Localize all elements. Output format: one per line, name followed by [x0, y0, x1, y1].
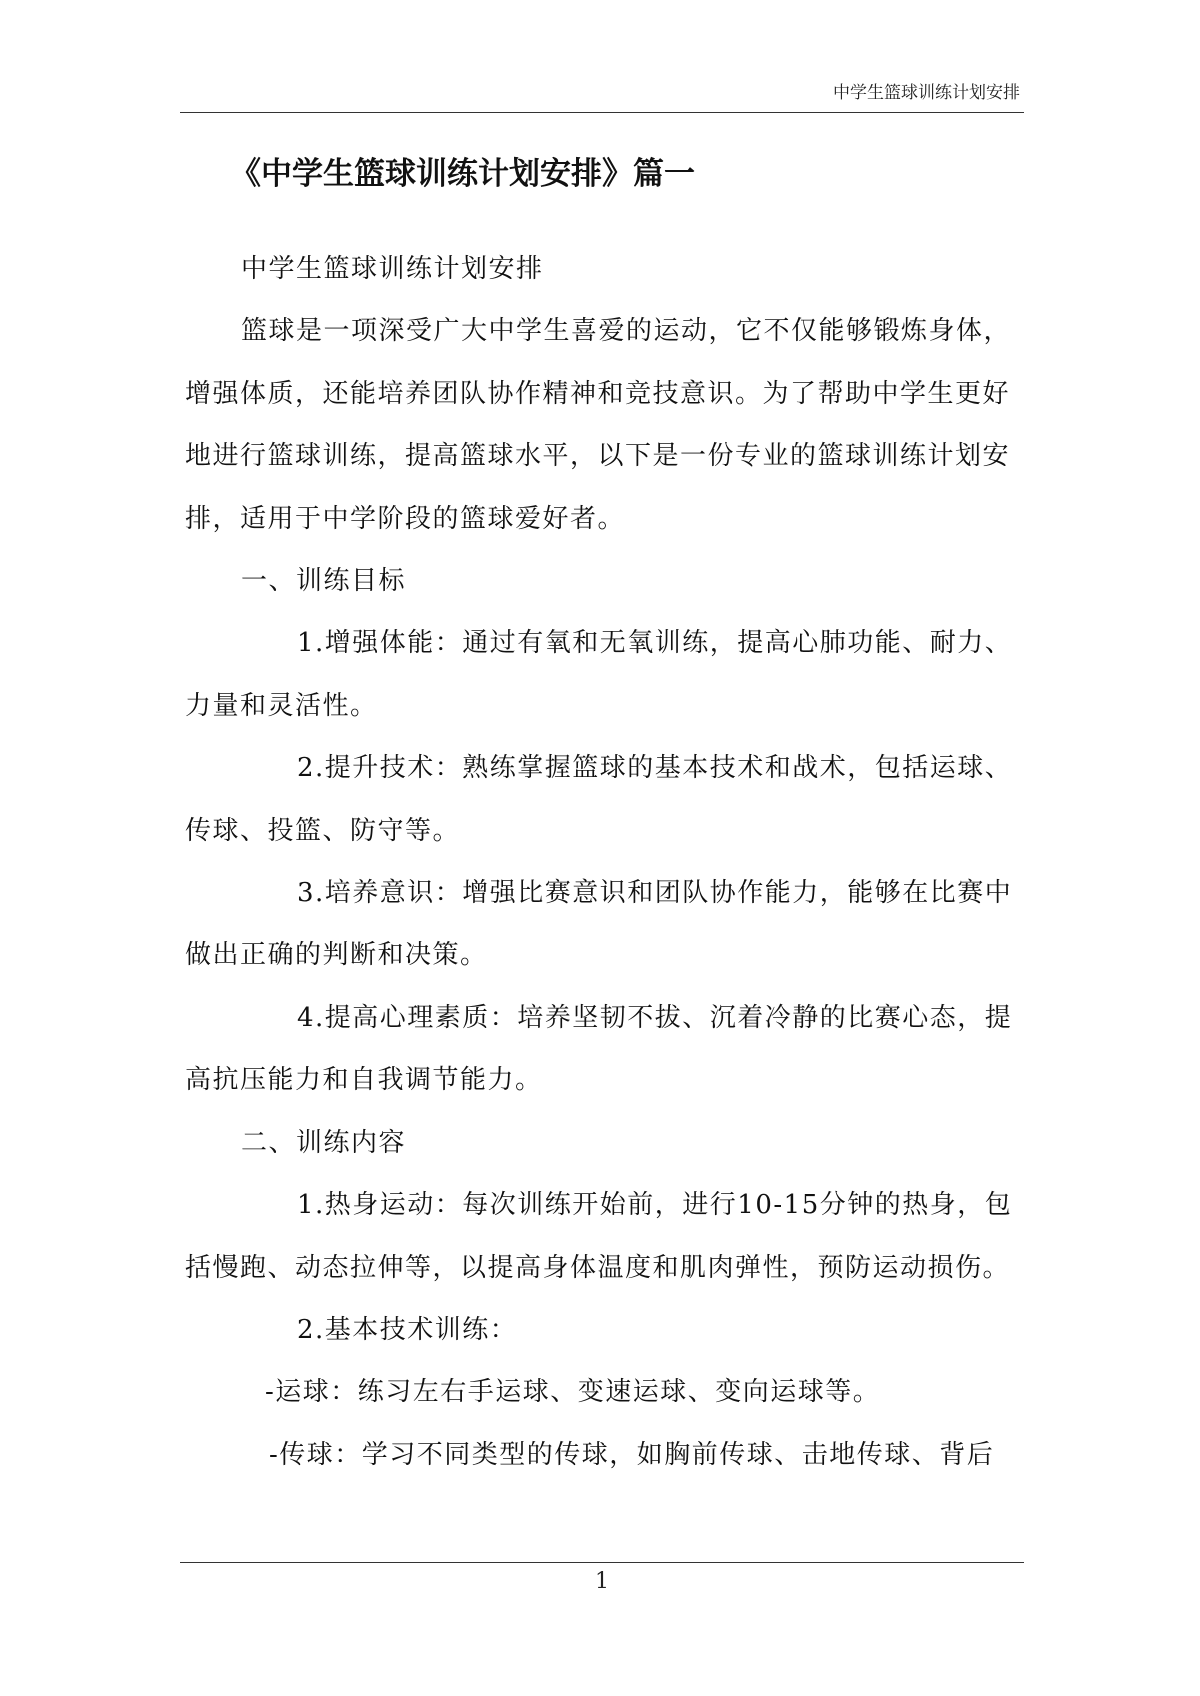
- running-header-title: 中学生篮球训练计划安排: [833, 83, 1020, 103]
- section-heading-goals: 一、训练目标: [241, 566, 407, 597]
- goal-item: 4.提高心理素质：培养坚韧不拔、沉着冷静的比赛心态，提高抗压能力和自我调节能力。: [185, 1002, 1013, 1096]
- goal-item: 3.培养意识：增强比赛意识和团队协作能力，能够在比赛中做出正确的判断和决策。: [185, 878, 1013, 971]
- page-footer: [180, 1562, 1024, 1594]
- content-item: 1.热身运动：每次训练开始前，进行10-15分钟的热身，包括慢跑、动态拉伸等，以提高身体温度和肌肉弹性，预防运动损伤。: [185, 1190, 1013, 1283]
- intro-paragraph: 篮球是一项深受广大中学生喜爱的运动，它不仅能够锻炼身体，增强体质，还能培养团队协作精神和竞技意识。为了帮助中学生更好地进行篮球训练，提高篮球水平，以下是一份专业的篮球训练计划安排，适用于中学阶段的篮球爱好者。: [185, 316, 1012, 534]
- document-body: [185, 238, 1025, 1486]
- goal-item: 1.增强体能：通过有氧和无氧训练，提高心肺功能、耐力、力量和灵活性。: [185, 628, 1013, 721]
- page-header: [180, 82, 1024, 113]
- section-heading-content: 二、训练内容: [241, 1127, 407, 1158]
- technique-sub-item: -传球：学习不同类型的传球，如胸前传球、击地传球、背后: [269, 1439, 995, 1470]
- subtitle-paragraph: 中学生篮球训练计划安排: [241, 254, 544, 284]
- page-number: 1: [595, 1569, 609, 1594]
- goal-item: 2.提升技术：熟练掌握篮球的基本技术和战术，包括运球、传球、投篮、防守等。: [185, 753, 1013, 846]
- document-title: 《中学生篮球训练计划安排》篇一: [230, 156, 695, 192]
- technique-sub-item: -运球：练习左右手运球、变速运球、变向运球等。: [265, 1377, 881, 1408]
- content-item: 2.基本技术训练：: [297, 1314, 518, 1345]
